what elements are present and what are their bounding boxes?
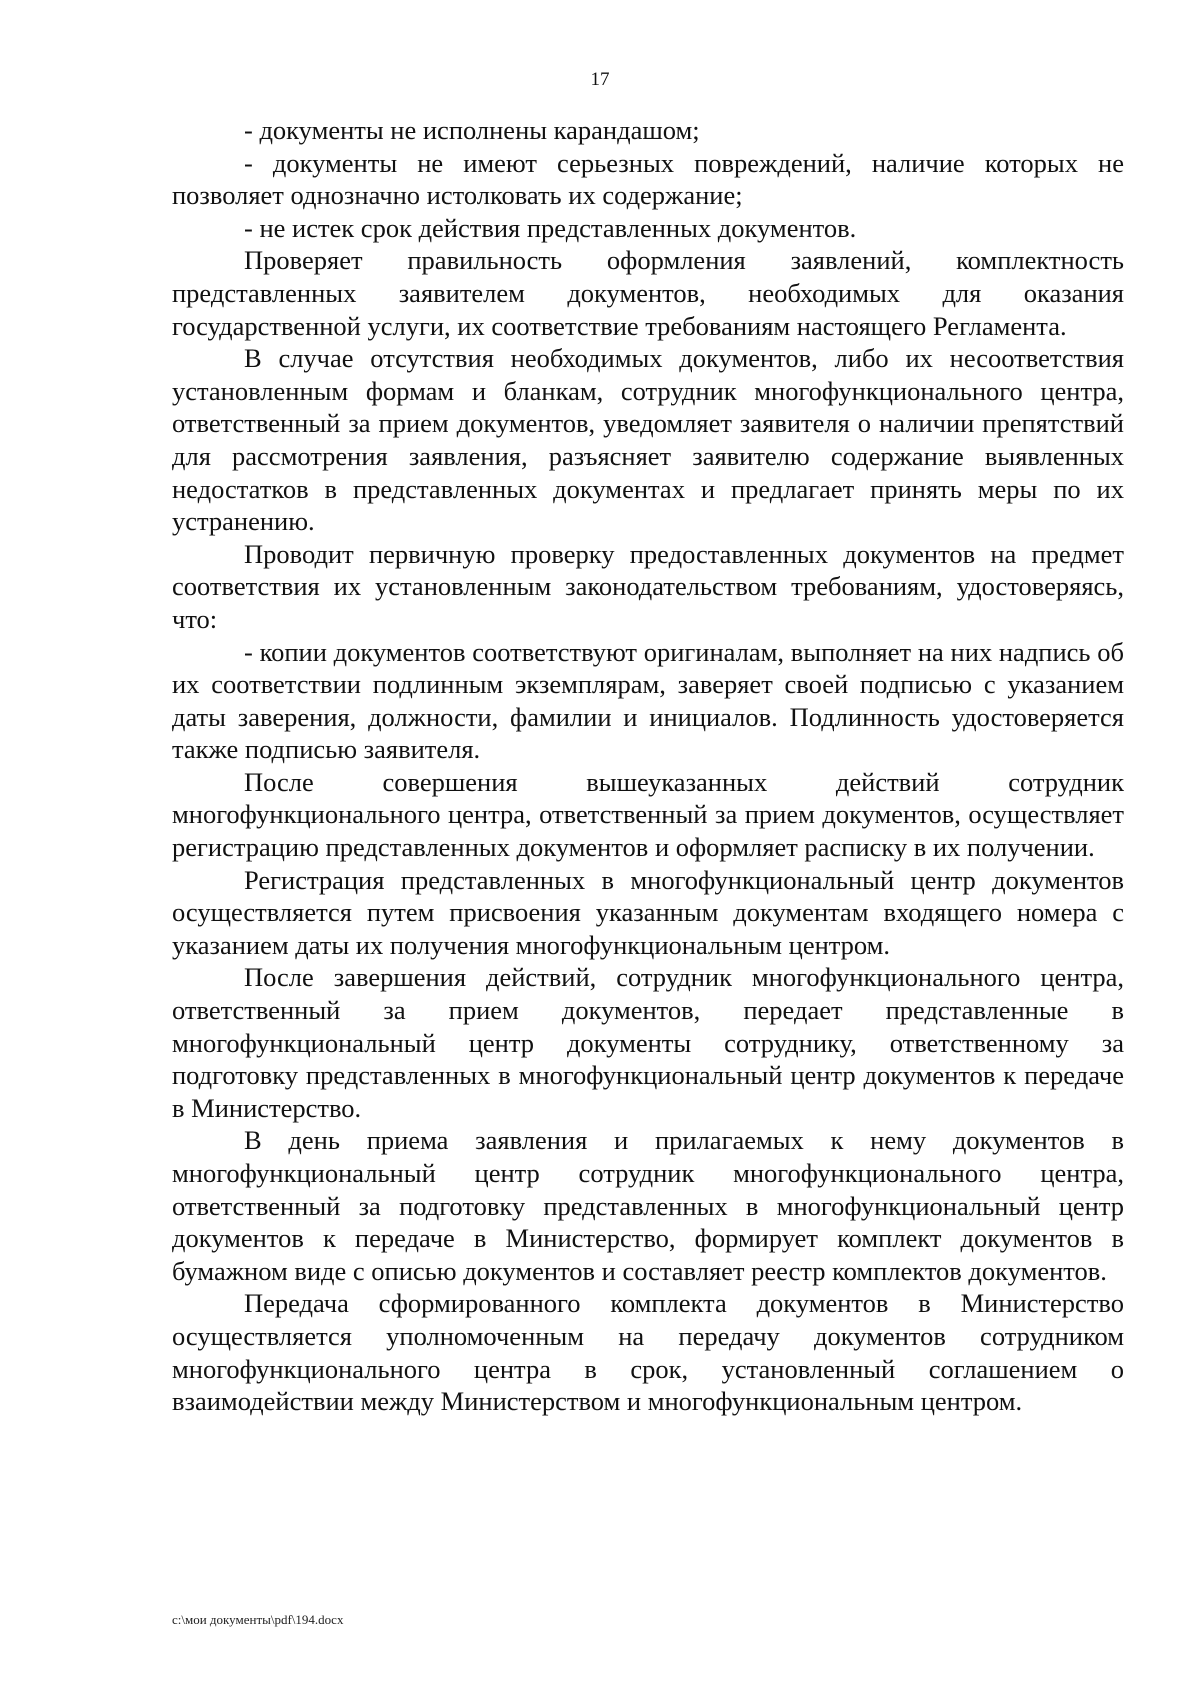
footer-file-path: c:\мои документы\pdf\194.docx <box>172 1612 344 1627</box>
paragraph: - документы не имеют серьезных повреждений, наличие которых не позволяет однозначно истолковать их содержание; <box>172 147 1124 211</box>
paragraph: - копии документов соответствуют оригиналам, выполняет на них надпись об их соответствии подлинным экземплярам, заверяет своей подписью с указанием даты заверения, должности, фамилии и инициалов. Подлинность удостоверяется также подписью заявителя. <box>172 636 1124 765</box>
paragraph: - документы не исполнены карандашом; <box>244 115 700 145</box>
paragraph: В день приема заявления и прилагаемых к нему документов в многофункциональный центр сотрудник многофункционального центра, ответственный за подготовку представленных в многофункциональный центр документов к передаче в Министерство, формирует комплект документов в бумажном виде с описью документов и составляет реестр комплектов документов. <box>172 1125 1124 1286</box>
paragraph: - не истек срок действия представленных документов. <box>244 212 857 243</box>
page-number: 17 <box>590 69 610 90</box>
paragraph: Проверяет правильность оформления заявлений, комплектность представленных заявителем документов, необходимых для оказания государственной услуги, их соответствие требованиям настоящего Регламента. <box>172 245 1124 341</box>
paragraph: Проводит первичную проверку предоставленных документов на предмет соответствия их установленным законодательством требованиям, удостоверяясь, что: <box>172 538 1124 634</box>
paragraph: После совершения вышеуказанных действий сотрудник многофункционального центра, ответственный за прием документов, осуществляет регистрацию представленных документов и оформляет расписку в их получении. <box>172 766 1124 863</box>
paragraph: Передача сформированного комплекта документов в Министерство осуществляется уполномоченным на передачу документов сотрудником многофункционального центра в срок, установленный соглашением о взаимодействии между Министерством и многофункциональным центром. <box>172 1288 1124 1417</box>
document-body <box>172 114 1124 1418</box>
paragraph: После завершения действий, сотрудник многофункционального центра, ответственный за прием документов, передает представленные в многофункциональный центр документы сотруднику, ответственному за подготовку представленных в многофункциональный центр документов к передаче в Министерство. <box>172 962 1124 1123</box>
paragraph: В случае отсутствия необходимых документов, либо их несоответствия установленным формам и бланкам, сотрудник многофункционального центра, ответственный за прием документов, уведомляет заявителя о наличии препятствий для рассмотрения заявления, разъясняет заявителю содержание выявленных недостатков в представленных документах и предлагает принять меры по их устранению. <box>172 343 1124 537</box>
paragraph: Регистрация представленных в многофункциональный центр документов осуществляется путем присвоения указанным документам входящего номера с указанием даты их получения многофункциональным центром. <box>172 864 1124 960</box>
